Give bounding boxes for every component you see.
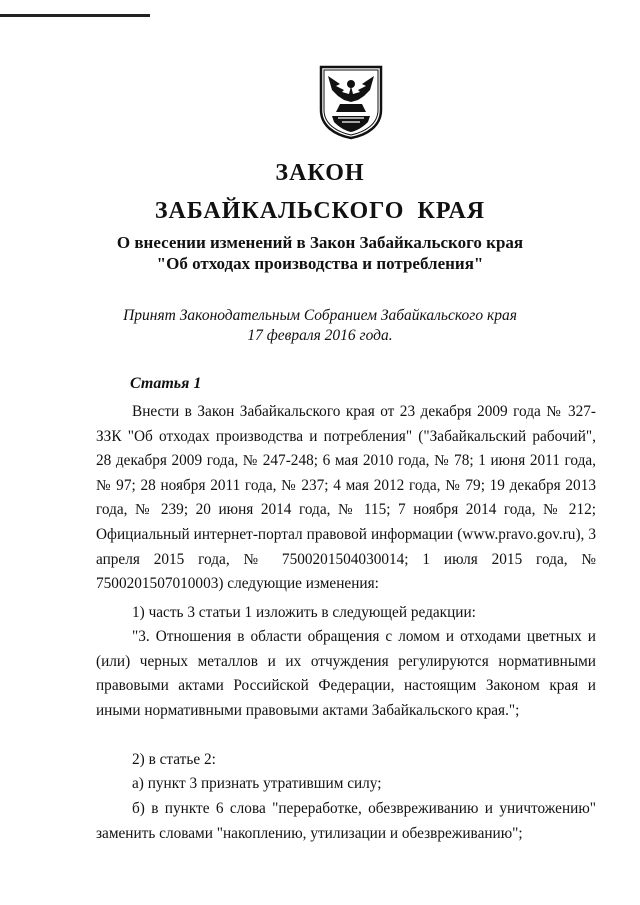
scan-edge-line — [0, 14, 150, 17]
article-intro-paragraph: Внести в Закон Забайкальского края от 23 декабря 2009 года № 327-ЗЗК "Об отходах производства и потребления" ("Забайкальский рабочий", 28 декабря 2009 года, № 247-248; 6 мая 2010 года, № 78; 1 июня 2011 года, № 97; 28 ноября 2011 года, № 237; 4 мая 2012 года, № 79; 19 декабря 2013 года, № 239; 20 июня 2014 года, № 115; 7 ноября 2014 года, № 212; Официальный интернет-портал правовой информации (www.pravo.gov.ru), 3 апреля 2015 года, № 7500201504030014; 1 июля 2015 года, № 7500201507010003) следующие изменения: — [96, 403, 596, 593]
law-title: ЗАКОН — [275, 160, 365, 186]
amendment-item-2b: б) в пункте 6 слова "переработке, обезвреживанию и уничтожению" заменить словами "накоплению, утилизации и обезвреживанию"; — [96, 800, 596, 842]
law-subtitle-line1: О внесении изменений в Закон Забайкальского края — [116, 233, 524, 252]
amendment-item-1-quote: "3. Отношения в области обращения с ломом и отходами цветных и (или) черных металлов и их отчуждения регулируются нормативными правовыми актами Российской Федерации, настоящим Законом края и иными нормативными правовыми актами Забайкальского края."; — [96, 628, 596, 719]
adoption-date: 17 февраля 2016 года. — [247, 327, 393, 344]
amendment-item-2a: а) пункт 3 признать утратившим силу; — [132, 775, 382, 792]
coat-of-arms-icon — [318, 64, 384, 140]
article-heading: Статья 1 — [130, 375, 202, 392]
amendment-item-1: 1) часть 3 статьи 1 изложить в следующей редакции: — [132, 604, 476, 621]
adoption-note: Принят Законодательным Собранием Забайкальского края — [123, 307, 517, 324]
amendment-item-2: 2) в статье 2: — [132, 751, 216, 768]
law-title-region: ЗАБАЙКАЛЬСКОГО КРАЯ — [154, 198, 486, 224]
law-subtitle-line2: "Об отходах производства и потребления" — [156, 254, 484, 273]
